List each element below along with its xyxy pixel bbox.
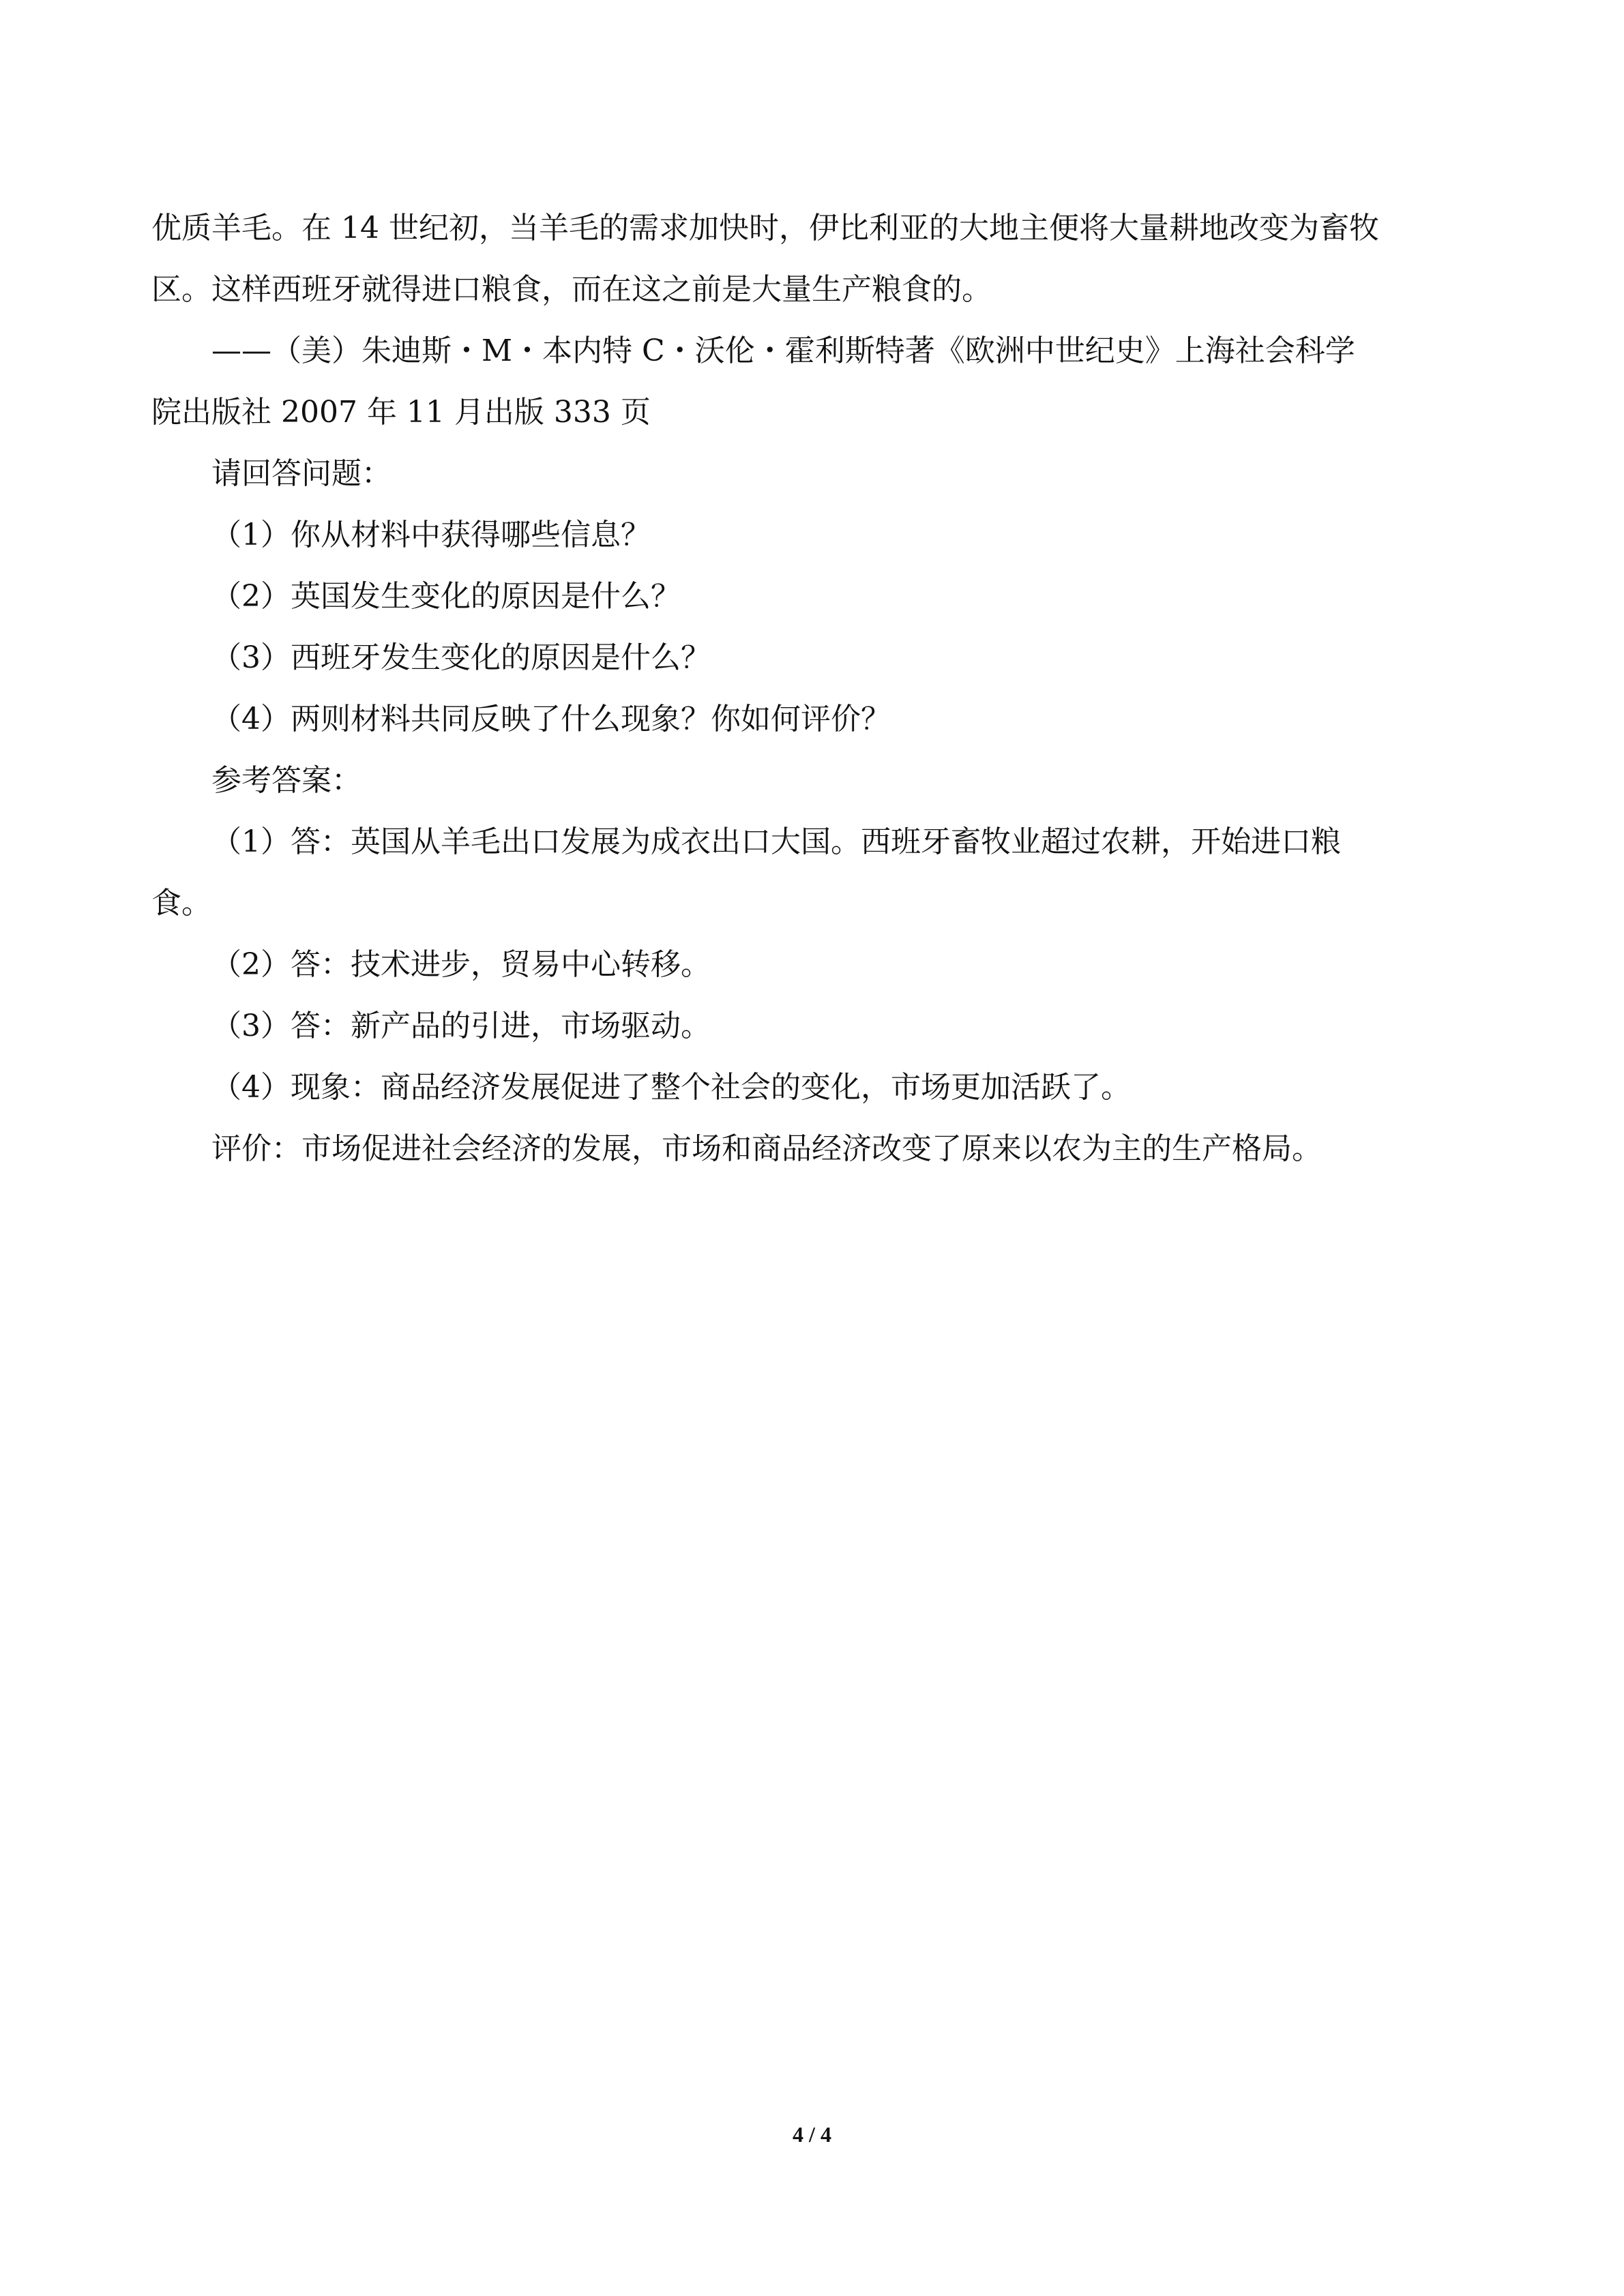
answer-4-phenomenon: （4）现象：商品经济发展促进了整个社会的变化，市场更加活跃了。 — [211, 1070, 1131, 1105]
text-line-1: 优质羊毛。在 14 世纪初，当羊毛的需求加快时，伊比利亚的大地主便将大量耕地改变为畜牧 — [151, 211, 1379, 245]
page-number: 4 / 4 — [793, 2122, 831, 2147]
answer-4-evaluation: 评价：市场促进社会经济的发展，市场和商品经济改变了原来以农为主的生产格局。 — [211, 1131, 1322, 1166]
answer-1-continued: 食。 — [151, 886, 211, 921]
question-prompt: 请回答问题： — [211, 456, 392, 491]
question-4: （4）两则材料共同反映了什么现象？你如何评价？ — [211, 702, 891, 736]
answers-heading: 参考答案： — [211, 763, 361, 798]
answer-2: （2）答：技术进步，贸易中心转移。 — [211, 947, 711, 982]
question-1: （1）你从材料中获得哪些信息？ — [211, 518, 651, 552]
citation-line-1: ——（美）朱迪斯・M・本内特 C・沃伦・霍利斯特著《欧洲中世纪史》上海社会科学 — [211, 333, 1355, 368]
question-3: （3）西班牙发生变化的原因是什么？ — [211, 640, 711, 675]
answer-1: （1）答：英国从羊毛出口发展为成衣出口大国。西班牙畜牧业超过农耕，开始进口粮 — [211, 824, 1341, 859]
citation-line-2: 院出版社 2007 年 11 月出版 333 页 — [151, 395, 651, 430]
answer-3: （3）答：新产品的引进，市场驱动。 — [211, 1009, 711, 1043]
text-line-2: 区。这样西班牙就得进口粮食，而在这之前是大量生产粮食的。 — [151, 272, 992, 307]
question-2: （2）英国发生变化的原因是什么？ — [211, 579, 681, 614]
document-body — [151, 198, 1472, 1180]
